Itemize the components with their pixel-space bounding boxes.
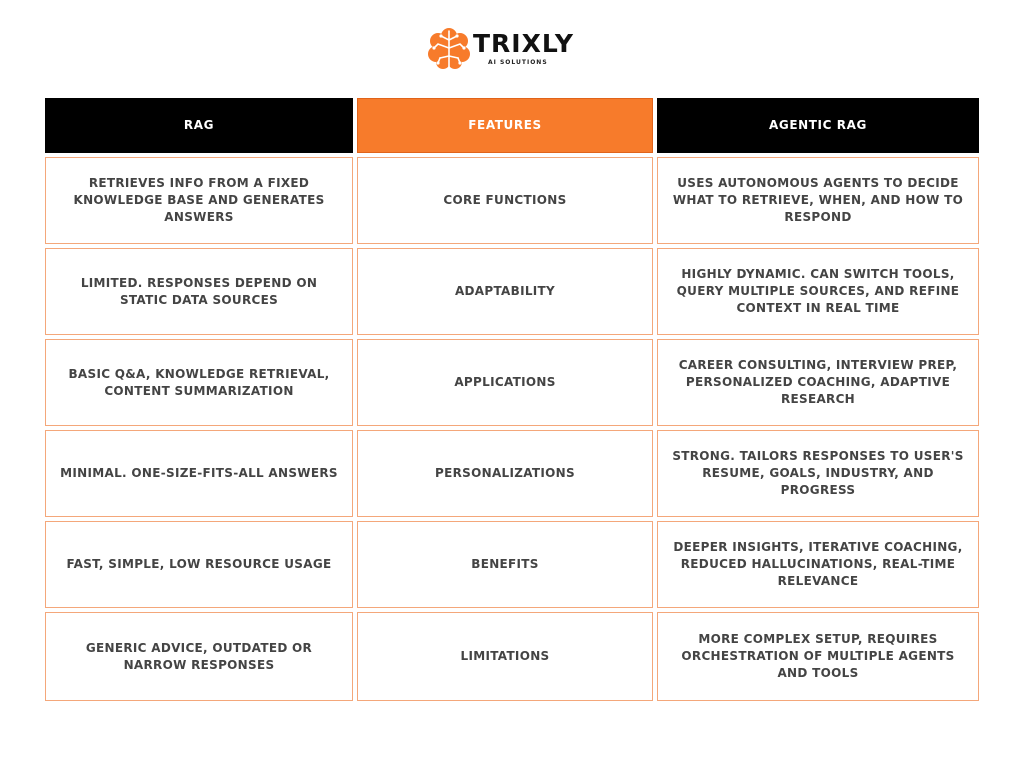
- feature-cell: PERSONALIZATIONS: [357, 430, 653, 517]
- feature-cell: BENEFITS: [357, 521, 653, 608]
- comparison-table: [45, 98, 979, 701]
- feature-cell: APPLICATIONS: [357, 339, 653, 426]
- agentic-rag-cell: USES AUTONOMOUS AGENTS TO DECIDE WHAT TO RETRIEVE, WHEN, AND HOW TO RESPOND: [657, 157, 979, 244]
- feature-cell: CORE FUNCTIONS: [357, 157, 653, 244]
- agentic-rag-cell: STRONG. TAILORS RESPONSES TO USER'S RESUME, GOALS, INDUSTRY, AND PROGRESS: [657, 430, 979, 517]
- rag-cell: MINIMAL. ONE-SIZE-FITS-ALL ANSWERS: [45, 430, 353, 517]
- agentic-rag-cell: MORE COMPLEX SETUP, REQUIRES ORCHESTRATION OF MULTIPLE AGENTS AND TOOLS: [657, 612, 979, 701]
- rag-cell: GENERIC ADVICE, OUTDATED OR NARROW RESPONSES: [45, 612, 353, 701]
- rag-cell: BASIC Q&A, KNOWLEDGE RETRIEVAL, CONTENT SUMMARIZATION: [45, 339, 353, 426]
- brain-icon: [426, 26, 472, 72]
- header-features: FEATURES: [357, 98, 653, 153]
- agentic-rag-cell: CAREER CONSULTING, INTERVIEW PREP, PERSONALIZED COACHING, ADAPTIVE RESEARCH: [657, 339, 979, 426]
- header-agentic-rag: AGENTIC RAG: [657, 98, 979, 153]
- brand-tagline: AI SOLUTIONS: [488, 59, 548, 66]
- agentic-rag-cell: HIGHLY DYNAMIC. CAN SWITCH TOOLS, QUERY MULTIPLE SOURCES, AND REFINE CONTEXT IN REAL TIME: [657, 248, 979, 335]
- feature-cell: ADAPTABILITY: [357, 248, 653, 335]
- rag-cell: LIMITED. RESPONSES DEPEND ON STATIC DATA SOURCES: [45, 248, 353, 335]
- brand-logo: [426, 26, 575, 74]
- header-rag: RAG: [45, 98, 353, 153]
- feature-cell: LIMITATIONS: [357, 612, 653, 701]
- rag-cell: RETRIEVES INFO FROM A FIXED KNOWLEDGE BASE AND GENERATES ANSWERS: [45, 157, 353, 244]
- brand-name: TRIXLY: [473, 29, 575, 58]
- agentic-rag-cell: DEEPER INSIGHTS, ITERATIVE COACHING, REDUCED HALLUCINATIONS, REAL-TIME RELEVANCE: [657, 521, 979, 608]
- rag-cell: FAST, SIMPLE, LOW RESOURCE USAGE: [45, 521, 353, 608]
